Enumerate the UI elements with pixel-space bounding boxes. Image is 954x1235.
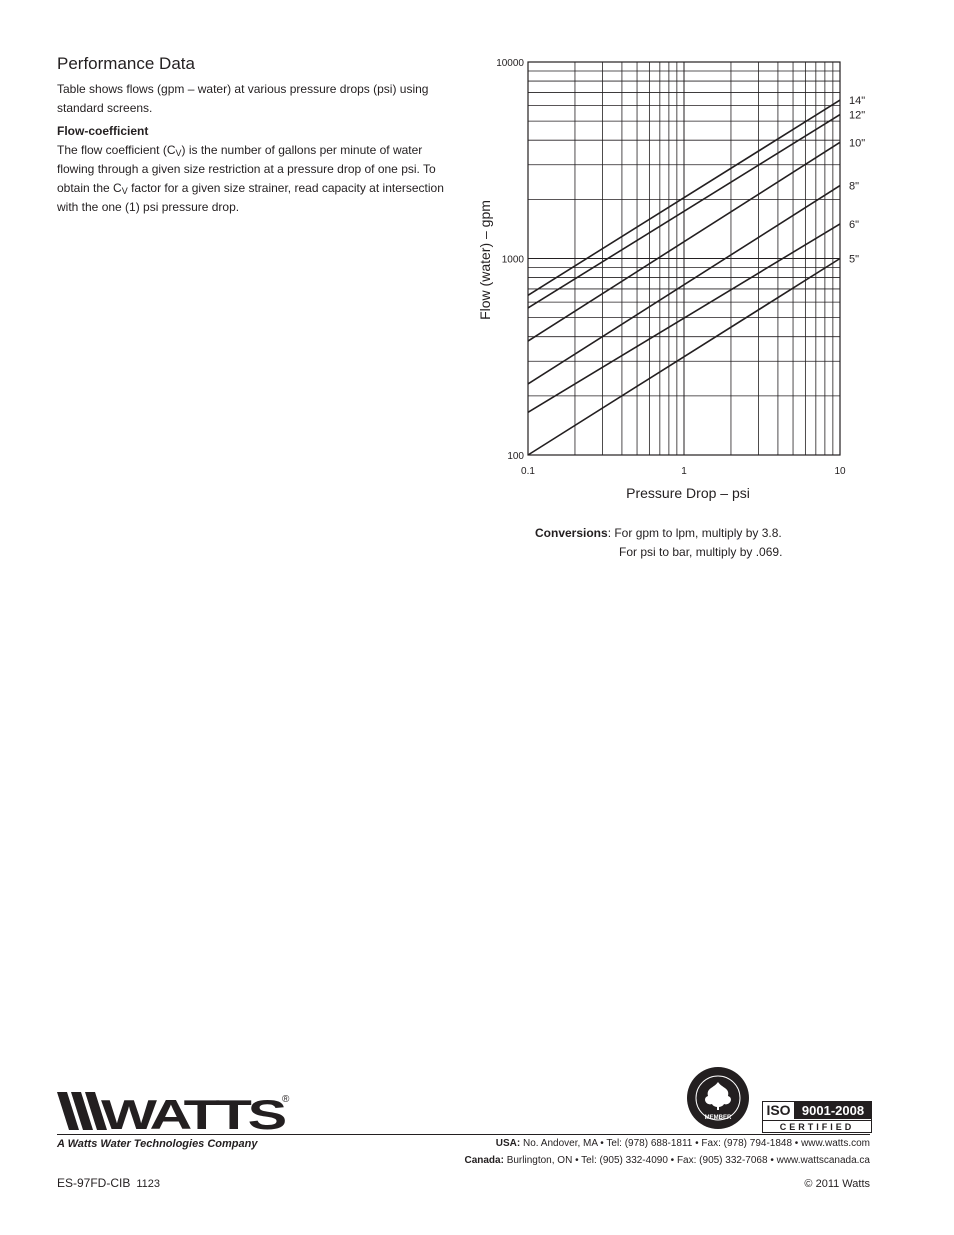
x-axis-label: Pressure Drop – psi: [626, 485, 750, 501]
x-tick-label: 1: [681, 466, 687, 477]
copyright: © 2011 Watts: [804, 1178, 870, 1190]
y-axis-label: Flow (water) – gpm: [477, 200, 493, 320]
performance-chart: [470, 50, 890, 510]
chart-series: [528, 95, 865, 455]
document-code: 1123: [136, 1178, 161, 1190]
intro-paragraph: Table shows flows (gpm – water) at various pressure drops (psi) using standard screens.: [57, 82, 429, 115]
series-label: 12": [849, 109, 866, 122]
x-tick-label: 10: [834, 466, 846, 477]
usgbc-member-text: MEMBER: [704, 1115, 732, 1121]
y-tick-label: 100: [507, 451, 524, 462]
page-title: Performance Data: [57, 54, 195, 73]
flow-coefficient-paragraph: The flow coefficient $(C_V)$ is the number of gallons per minute of water flowing through a given size restriction at a pressure drop of one psi. To obtain the $C_V$ factor for a given size strainer, read capacity at intersection with the one (1) psi pressure drop.: [57, 143, 444, 214]
registered-mark: ®: [282, 1094, 290, 1105]
flow-coefficient-heading: Flow-coefficient: [57, 124, 149, 138]
y-tick-label: 1000: [501, 254, 524, 266]
conversions-label: Conversions: [535, 526, 608, 540]
iso-certified-badge: [762, 1101, 872, 1133]
watts-stripes-icon: [57, 1092, 107, 1130]
conversions-note: [535, 524, 782, 562]
series-label: 6": [849, 218, 860, 231]
iso-standard: 9001-2008: [795, 1102, 871, 1119]
x-tick-label: 0.1: [521, 466, 535, 477]
watts-logo: [57, 1090, 297, 1134]
company-tagline: A Watts Water Technologies Company: [57, 1138, 258, 1150]
iso-certified-text: CERTIFIED: [763, 1120, 871, 1133]
watts-wordmark: WATTS: [101, 1091, 286, 1134]
canada-contact: Canada: Burlington, ON • Tel: (905) 332-4090 • Fax: (905) 332-7068 • www.wattscanada.ca: [464, 1155, 870, 1166]
chart-grid: [528, 62, 840, 455]
series-label: 5": [849, 253, 860, 266]
series-label: 14": [849, 95, 866, 108]
footer-rule: [57, 1134, 870, 1135]
iso-label: ISO: [763, 1102, 795, 1119]
usgbc-member-seal: [686, 1066, 750, 1130]
usa-contact: USA: No. Andover, MA • Tel: (978) 688-1811 • Fax: (978) 794-1848 • www.watts.com: [495, 1138, 870, 1149]
series-label: 8": [849, 180, 860, 193]
series-label: 10": [849, 137, 866, 150]
conversion-psi: For psi to bar, multiply by .069.: [619, 545, 783, 559]
document-id: ES-97FD-CIB 1123: [57, 1176, 161, 1190]
y-tick-label: 10000: [496, 58, 524, 69]
conversion-gpm: : For gpm to lpm, multiply by 3.8.: [607, 526, 782, 540]
